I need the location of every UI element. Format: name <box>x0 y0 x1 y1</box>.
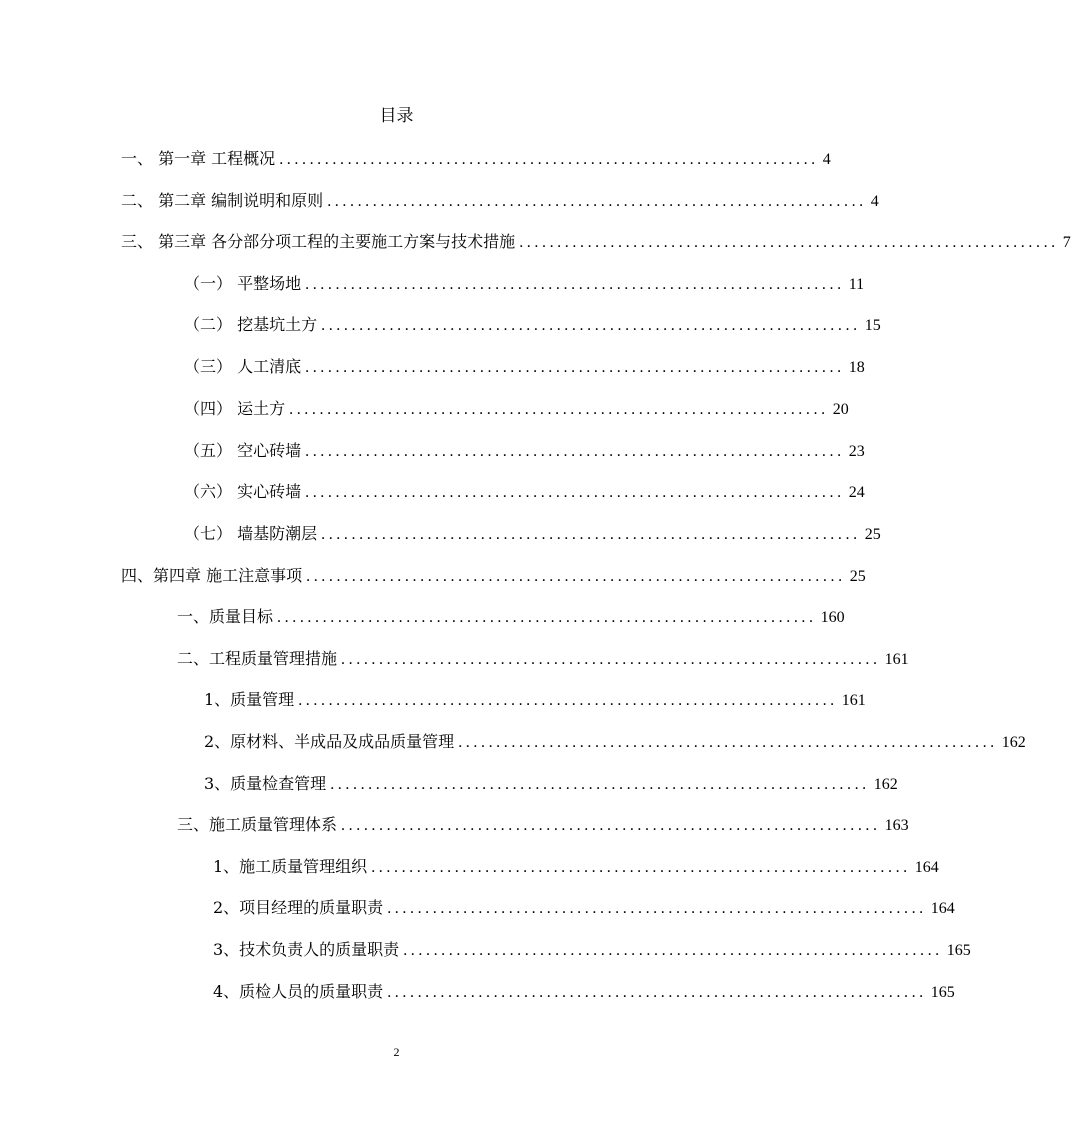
toc-entry[interactable] <box>121 148 831 170</box>
toc-entry-page: 20 <box>832 401 849 418</box>
toc-entry-page: 18 <box>848 359 865 376</box>
toc-entry-page: 164 <box>930 900 955 917</box>
toc-entry-page: 24 <box>848 484 865 501</box>
toc-leader-dots: ....................................................................... <box>306 568 846 585</box>
toc-entry-page: 15 <box>864 317 881 334</box>
toc-entry[interactable] <box>184 440 865 462</box>
toc-entry-text: （三） 人工清底 <box>184 357 302 376</box>
toc-entry-text: 4、质检人员的质量职责 <box>213 982 384 1001</box>
toc-entry-text: 二、 第二章 编制说明和原则 <box>121 191 324 210</box>
toc-entry-page: 7 <box>1062 234 1071 251</box>
toc-entry-text: 三、 第三章 各分部分项工程的主要施工方案与技术措施 <box>121 232 516 251</box>
toc-leader-dots: ....................................................................... <box>403 942 943 959</box>
toc-entry-page: 161 <box>841 692 866 709</box>
toc-entry[interactable] <box>204 731 1026 753</box>
toc-entry-text: （二） 挖基坑土方 <box>184 315 318 334</box>
toc-entry-page: 162 <box>873 776 898 793</box>
toc-leader-dots: ....................................................................... <box>341 817 881 834</box>
toc-leader-dots: ....................................................................... <box>279 151 819 168</box>
toc-leader-dots: ....................................................................... <box>519 234 1059 251</box>
toc-leader-dots: ....................................................................... <box>321 317 861 334</box>
toc-entry-text: 四、第四章 施工注意事项 <box>121 566 303 585</box>
toc-entry-page: 25 <box>864 526 881 543</box>
toc-entry-text: （一） 平整场地 <box>184 274 302 293</box>
toc-entry[interactable] <box>121 565 866 587</box>
toc-leader-dots: ....................................................................... <box>341 651 881 668</box>
toc-entry[interactable] <box>184 273 865 295</box>
toc-entry-page: 163 <box>884 817 909 834</box>
toc-leader-dots: ....................................................................... <box>289 401 829 418</box>
toc-entry-page: 25 <box>849 568 866 585</box>
toc-entry[interactable] <box>177 814 909 836</box>
toc-entry-text: （六） 实心砖墙 <box>184 482 302 501</box>
toc-entry-text: 二、工程质量管理措施 <box>177 649 338 668</box>
toc-entry[interactable] <box>177 648 909 670</box>
toc-title: 目录 <box>379 106 414 126</box>
toc-leader-dots: ....................................................................... <box>371 859 911 876</box>
toc-leader-dots: ....................................................................... <box>305 359 845 376</box>
toc-entry-page: 165 <box>930 984 955 1001</box>
toc-leader-dots: ....................................................................... <box>298 692 838 709</box>
toc-entry-page: 160 <box>820 609 845 626</box>
toc-entry-page: 164 <box>914 859 939 876</box>
toc-entry-text: 一、 第一章 工程概况 <box>121 149 276 168</box>
toc-entry[interactable] <box>213 856 939 878</box>
toc-entry[interactable] <box>184 481 865 503</box>
toc-entry-page: 4 <box>822 151 831 168</box>
toc-leader-dots: ....................................................................... <box>458 734 998 751</box>
toc-entry-page: 161 <box>884 651 909 668</box>
toc-entry-text: 1、施工质量管理组织 <box>213 857 368 876</box>
toc-entry-text: 2、项目经理的质量职责 <box>213 898 384 917</box>
toc-entry-page: 4 <box>870 193 879 210</box>
toc-entry-text: （四） 运土方 <box>184 399 286 418</box>
toc-entry[interactable] <box>184 523 881 545</box>
toc-entry[interactable] <box>121 231 1071 253</box>
toc-leader-dots: ....................................................................... <box>330 776 870 793</box>
toc-entry[interactable] <box>213 897 955 919</box>
toc-leader-dots: ....................................................................... <box>305 443 845 460</box>
toc-leader-dots: ....................................................................... <box>305 484 845 501</box>
toc-entry-page: 162 <box>1001 734 1026 751</box>
toc-entry-text: 2、原材料、半成品及成品质量管理 <box>204 732 455 751</box>
toc-entry-text: 1、质量管理 <box>204 690 295 709</box>
toc-entry[interactable] <box>184 314 881 336</box>
toc-leader-dots: ....................................................................... <box>277 609 817 626</box>
toc-leader-dots: ....................................................................... <box>387 900 927 917</box>
toc-entry[interactable] <box>177 606 845 628</box>
toc-leader-dots: ....................................................................... <box>327 193 867 210</box>
toc-entry-text: 3、质量检查管理 <box>204 774 327 793</box>
toc-entry[interactable] <box>204 773 898 795</box>
toc-entry-page: 165 <box>946 942 971 959</box>
toc-entry-text: （五） 空心砖墙 <box>184 441 302 460</box>
toc-entry-page: 23 <box>848 443 865 460</box>
toc-entry[interactable] <box>204 689 866 711</box>
toc-entry-page: 11 <box>848 276 865 293</box>
toc-entry[interactable] <box>213 981 955 1003</box>
toc-leader-dots: ....................................................................... <box>387 984 927 1001</box>
toc-entry-text: 三、施工质量管理体系 <box>177 815 338 834</box>
toc-entry-text: 3、技术负责人的质量职责 <box>213 940 400 959</box>
toc-entry[interactable] <box>184 398 849 420</box>
toc-leader-dots: ....................................................................... <box>305 276 845 293</box>
toc-entry-text: （七） 墙基防潮层 <box>184 524 318 543</box>
toc-leader-dots: ....................................................................... <box>321 526 861 543</box>
toc-entry[interactable] <box>121 190 879 212</box>
page-number: 2 <box>393 1045 400 1059</box>
toc-entry[interactable] <box>213 939 971 961</box>
toc-entry-text: 一、质量目标 <box>177 607 274 626</box>
toc-entry[interactable] <box>184 356 865 378</box>
